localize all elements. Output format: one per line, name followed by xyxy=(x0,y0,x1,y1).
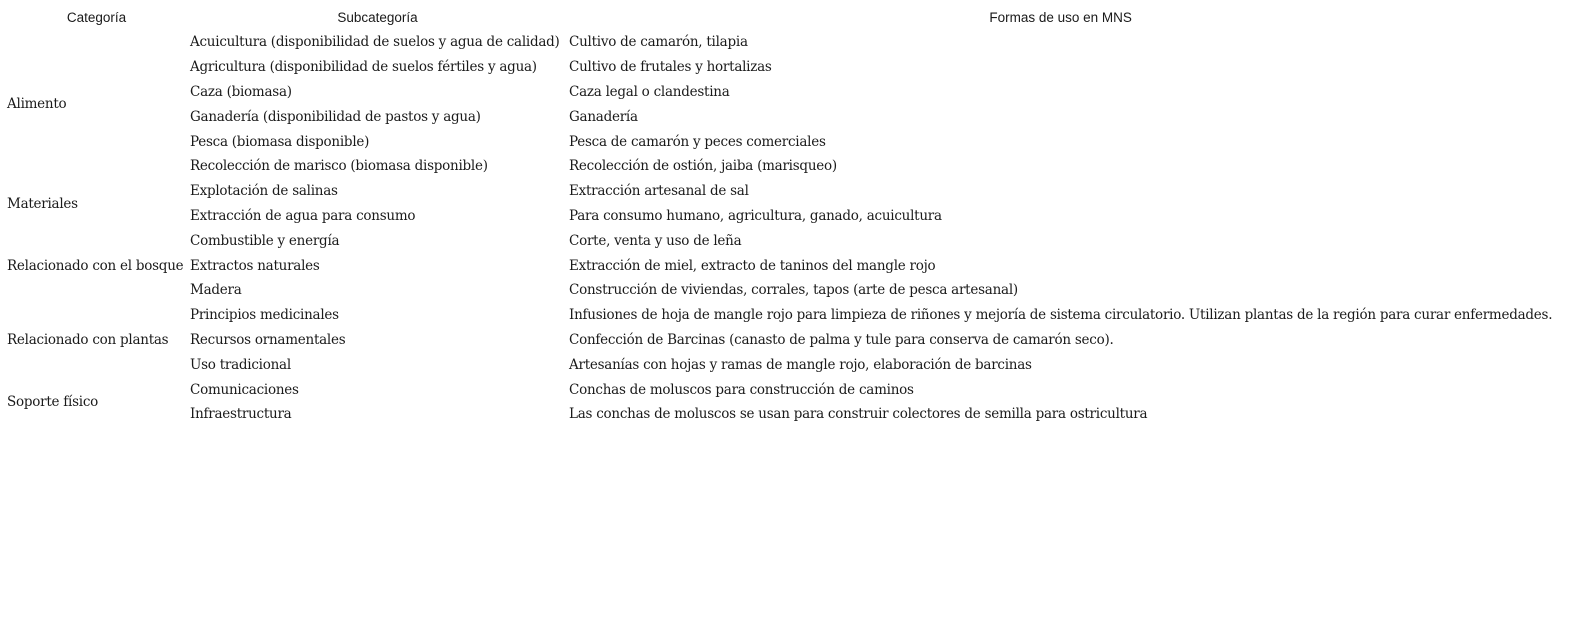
subcategory-cell: Agricultura (disponibilidad de suelos fértiles y agua) xyxy=(190,59,537,76)
table-row xyxy=(5,402,1554,427)
header-formas-de-uso: Formas de uso en MNS xyxy=(989,10,1132,25)
category-cell: Soporte físico xyxy=(7,393,99,410)
use-cell: Cultivo de frutales y hortalizas xyxy=(569,59,772,76)
subcategory-cell: Madera xyxy=(190,282,242,299)
header-row xyxy=(5,5,1554,30)
table-row xyxy=(5,253,1554,278)
table-row xyxy=(5,278,1554,303)
use-cell: Cultivo de camarón, tilapia xyxy=(569,34,748,51)
table-header xyxy=(5,5,1554,30)
use-cell: Extracción de miel, extracto de taninos del mangle rojo xyxy=(569,257,936,274)
subcategory-cell: Uso tradicional xyxy=(190,356,291,373)
use-cell: Artesanías con hojas y ramas de mangle rojo, elaboración de barcinas xyxy=(569,356,1032,373)
table-row xyxy=(5,179,1554,204)
subcategory-cell: Principios medicinales xyxy=(190,307,339,324)
table-row xyxy=(5,80,1554,105)
table-body xyxy=(5,30,1554,427)
table-row xyxy=(5,352,1554,377)
table-row xyxy=(5,303,1554,328)
subcategory-cell: Comunicaciones xyxy=(190,381,299,398)
subcategory-cell: Extractos naturales xyxy=(190,257,320,274)
subcategory-cell: Pesca (biomasa disponible) xyxy=(190,133,370,150)
subcategory-cell: Caza (biomasa) xyxy=(190,83,292,100)
table-row xyxy=(5,228,1554,253)
use-cell: Para consumo humano, agricultura, ganado, acuicultura xyxy=(569,207,942,224)
table-row xyxy=(5,104,1554,129)
table-row xyxy=(5,328,1554,353)
subcategory-cell: Recursos ornamentales xyxy=(190,331,346,348)
use-cell: Extracción artesanal de sal xyxy=(569,183,749,200)
use-cell: Confección de Barcinas (canasto de palma y tule para conserva de camarón seco). xyxy=(569,331,1114,348)
use-cell: Construcción de viviendas, corrales, tapos (arte de pesca artesanal) xyxy=(569,282,1018,299)
category-cell: Relacionado con el bosque xyxy=(7,257,184,274)
use-cell: Corte, venta y uso de leña xyxy=(569,232,742,249)
header-subcategoria: Subcategoría xyxy=(337,10,418,25)
subcategory-cell: Infraestructura xyxy=(190,406,292,423)
table-row xyxy=(5,129,1554,154)
table-row xyxy=(5,154,1554,179)
use-cell: Caza legal o clandestina xyxy=(569,83,730,100)
use-cell: Conchas de moluscos para construcción de caminos xyxy=(569,381,914,398)
subcategory-cell: Combustible y energía xyxy=(190,232,340,249)
category-cell: Materiales xyxy=(7,195,78,212)
subcategory-cell: Extracción de agua para consumo xyxy=(190,207,416,224)
subcategory-cell: Ganadería (disponibilidad de pastos y agua) xyxy=(190,108,481,125)
table-row xyxy=(5,204,1554,229)
use-cell: Pesca de camarón y peces comerciales xyxy=(569,133,826,150)
table-row xyxy=(5,55,1554,80)
category-cell: Alimento xyxy=(7,96,67,113)
table-row xyxy=(5,377,1554,402)
subcategory-cell: Acuicultura (disponibilidad de suelos y agua de calidad) xyxy=(190,34,560,51)
table-row xyxy=(5,30,1554,55)
uses-table xyxy=(5,5,1554,427)
use-cell: Ganadería xyxy=(569,108,638,125)
use-cell: Recolección de ostión, jaiba (marisqueo) xyxy=(569,158,837,175)
category-cell: Relacionado con plantas xyxy=(7,331,169,348)
header-categoria: Categoría xyxy=(66,10,127,25)
subcategory-cell: Recolección de marisco (biomasa disponible) xyxy=(190,158,488,175)
subcategory-cell: Explotación de salinas xyxy=(190,183,338,200)
use-cell: Las conchas de moluscos se usan para construir colectores de semilla para ostricultura xyxy=(569,406,1148,423)
use-cell: Infusiones de hoja de mangle rojo para limpieza de riñones y mejoría de sistema circulatorio. Utilizan plantas de la región para curar enfermedades. xyxy=(569,307,1553,324)
